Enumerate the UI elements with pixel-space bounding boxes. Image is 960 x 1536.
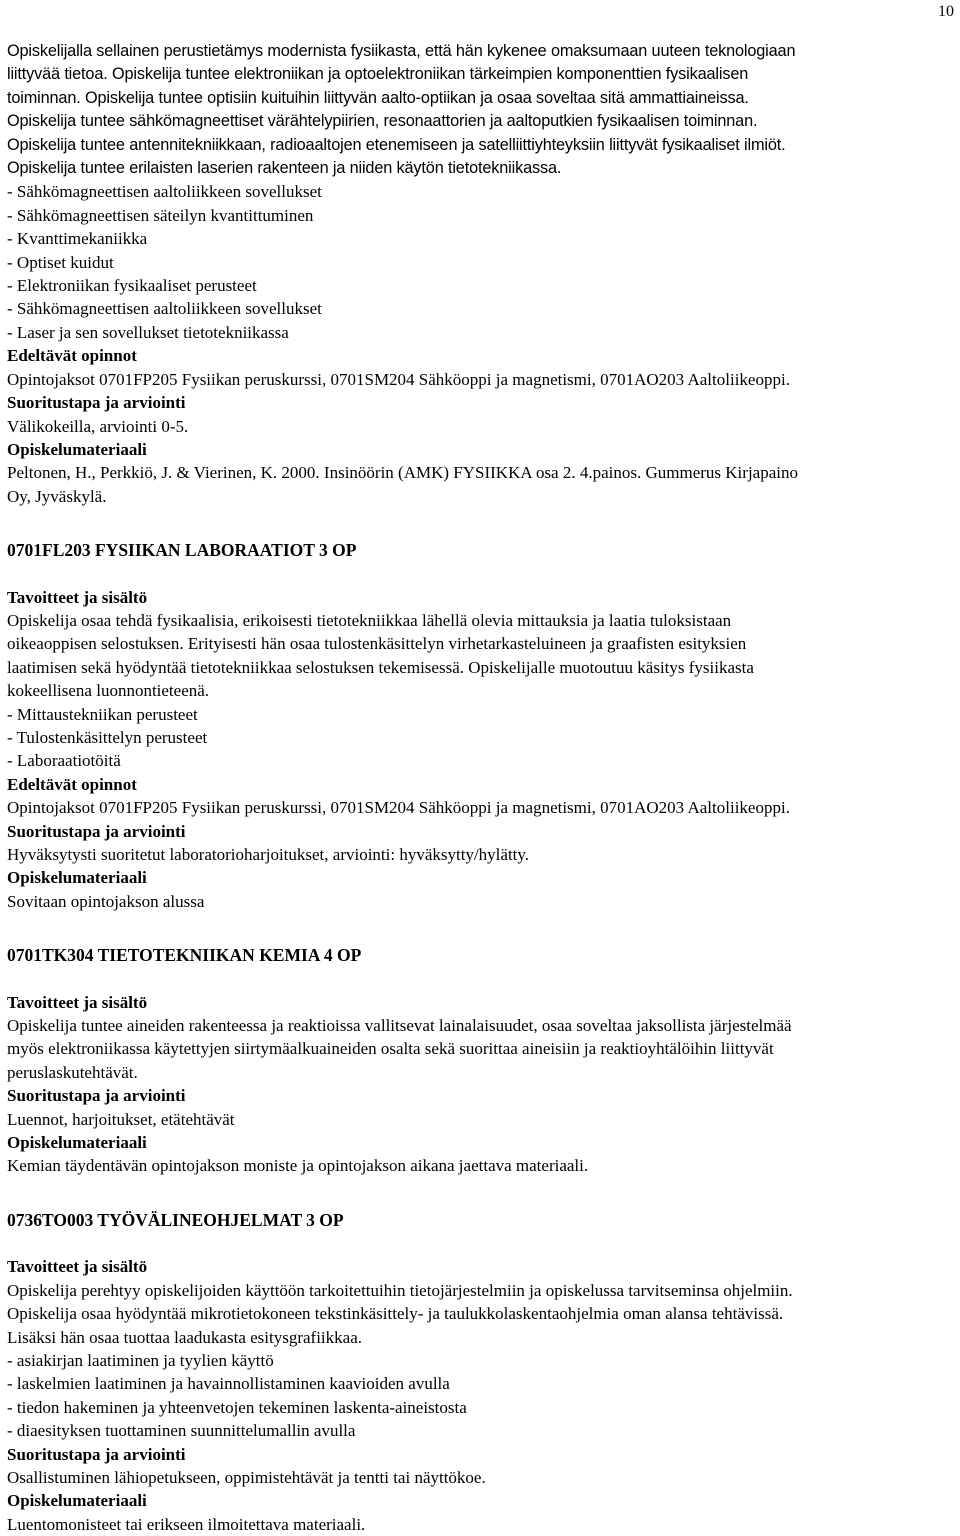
topic-item: - Mittaustekniikan perusteet xyxy=(7,704,198,724)
goals-line: myös elektroniikassa käytettyjen siirtymäalkuaineiden osalta sekä suorittaa aineisiin ja reaktioyhtälöihin liittyvät xyxy=(7,1039,774,1059)
materials-line: Peltonen, H., Perkkiö, J. & Vierinen, K. 2000. Insinöörin (AMK) FYSIIKKA osa 2. 4.painos. Gummerus Kirjapaino xyxy=(7,463,798,483)
materials-text: Luentomonisteet tai erikseen ilmoitettava materiaali. xyxy=(7,1514,366,1534)
topic-item: - Optiset kuidut xyxy=(7,252,114,272)
materials-text: Kemian täydentävän opintojakson moniste ja opintojakson aikana jaettava materiaali. xyxy=(7,1156,589,1176)
goals-line: Opiskelija tuntee antennitekniikkaan, radioaaltojen etenemiseen ja satelliittiyhteyksiin liittyvät fysikaaliset ilmiöt. xyxy=(7,135,786,154)
prerequisites-text: Opintojaksot 0701FP205 Fysiikan peruskurssi, 0701SM204 Sähköoppi ja magnetismi, 0701AO203 Aaltoliikeoppi. xyxy=(7,369,790,389)
materials-heading: Opiskelumateriaali xyxy=(7,1491,147,1511)
topic-item: - Laboraatiotöitä xyxy=(7,751,121,771)
goals-line: Opiskelijalla sellainen perustietämys modernista fysiikasta, että hän kykenee omaksumaan uuteen teknologiaan xyxy=(7,42,796,60)
assessment-text: Luennot, harjoitukset, etätehtävät xyxy=(7,1109,235,1129)
goals-line: Opiskelija osaa tehdä fysikaalisia, erikoisesti tietotekniikkaa lähellä olevia mittauksia ja laatia tuloksistaan xyxy=(7,610,732,630)
materials-text: Sovitaan opintojakson alussa xyxy=(7,891,205,911)
prerequisites-heading: Edeltävät opinnot xyxy=(7,346,137,366)
topic-item: - Sähkömagneettisen aaltoliikkeen sovellukset xyxy=(7,299,322,319)
topic-item: - laskelmien laatiminen ja havainnollistaminen kaavioiden avulla xyxy=(7,1374,450,1394)
topic-item: - Sähkömagneettisen säteilyn kvantittuminen xyxy=(7,205,314,225)
course-title: 0701TK304 TIETOTEKNIIKAN KEMIA 4 OP xyxy=(7,945,362,966)
goals-line: Opiskelija tuntee erilaisten laserien rakenteen ja niiden käytön tietotekniikassa. xyxy=(7,159,562,178)
topic-item: - Tulostenkäsittelyn perusteet xyxy=(7,727,208,747)
prerequisites-text: Opintojaksot 0701FP205 Fysiikan peruskurssi, 0701SM204 Sähköoppi ja magnetismi, 0701AO203 Aaltoliikeoppi. xyxy=(7,798,790,818)
goals-heading: Tavoitteet ja sisältö xyxy=(7,992,148,1012)
assessment-text: Osallistuminen lähiopetukseen, oppimistehtävät ja tentti tai näyttökoe. xyxy=(7,1467,486,1487)
goals-line: kokeellisena luonnontieteenä. xyxy=(7,681,210,701)
document-body xyxy=(7,40,957,1536)
materials-line: Oy, Jyväskylä. xyxy=(7,486,107,506)
previous-course-goals xyxy=(7,40,957,180)
assessment-text: Välikokeilla, arviointi 0-5. xyxy=(7,416,189,436)
goals-line: Opiskelija osaa hyödyntää mikrotietokoneen tekstinkäsittely- ja taulukkolaskentaohjelmia oman alansa tehtävissä. xyxy=(7,1304,784,1324)
goals-heading: Tavoitteet ja sisältö xyxy=(7,587,148,607)
goals-line: Opiskelija tuntee sähkömagneettiset värähtelypiirien, resonaattorien ja aaltoputkien fysikaalisen toiminnan. xyxy=(7,112,758,131)
topic-item: - Laser ja sen sovellukset tietotekniikassa xyxy=(7,322,289,342)
assessment-heading: Suoritustapa ja arviointi xyxy=(7,821,186,841)
goals-line: Opiskelija tuntee aineiden rakenteessa ja reaktioissa vallitsevat lainalaisuudet, osaa soveltaa jaksollista järjestelmää xyxy=(7,1016,792,1036)
course-title: 0701FL203 FYSIIKAN LABORAATIOT 3 OP xyxy=(7,540,357,561)
prerequisites-heading: Edeltävät opinnot xyxy=(7,774,137,794)
goals-line: laatimisen sekä hyödyntää tietotekniikkaa selostuksen tekemisessä. Opiskelijalle muotoutuu käsitys fysiikasta xyxy=(7,657,754,677)
topic-item: - tiedon hakeminen ja yhteenvetojen tekeminen laskenta-aineistosta xyxy=(7,1397,467,1417)
goals-line: Lisäksi hän osaa tuottaa laadukasta esitysgrafiikkaa. xyxy=(7,1327,362,1347)
assessment-heading: Suoritustapa ja arviointi xyxy=(7,1086,186,1106)
previous-course-topics xyxy=(7,180,957,344)
goals-line: liittyvää tietoa. Opiskelija tuntee elektroniikan ja optoelektroniikan tärkeimpien komponenttien fysikaalisen xyxy=(7,65,749,84)
assessment-heading: Suoritustapa ja arviointi xyxy=(7,393,186,413)
goals-line: Opiskelija perehtyy opiskelijoiden käyttöön tarkoitettuihin tietojärjestelmiin ja opiskelussa tarvitseminsa ohjelmiin. xyxy=(7,1280,793,1300)
goals-line: toiminnan. Opiskelija tuntee optisiin kuituihin liittyvän aalto-optiikan ja osaa soveltaa sitä ammattiaineissa. xyxy=(7,88,749,107)
topic-item: - Elektroniikan fysikaaliset perusteet xyxy=(7,276,257,296)
assessment-heading: Suoritustapa ja arviointi xyxy=(7,1444,186,1464)
materials-heading: Opiskelumateriaali xyxy=(7,868,147,888)
goals-line: oikeaoppisen selostuksen. Erityisesti hän osaa tulostenkäsittelyn virhetarkasteluineen ja graafisten esityksien xyxy=(7,634,747,654)
goals-heading: Tavoitteet ja sisältö xyxy=(7,1257,148,1277)
topic-item: - diaesityksen tuottaminen suunnittelumallin avulla xyxy=(7,1421,356,1441)
goals-line: peruslaskutehtävät. xyxy=(7,1062,138,1082)
topic-item: - Sähkömagneettisen aaltoliikkeen sovellukset xyxy=(7,182,322,202)
materials-heading: Opiskelumateriaali xyxy=(7,439,147,459)
course-title: 0736TO003 TYÖVÄLINEOHJELMAT 3 OP xyxy=(7,1209,344,1230)
materials-heading: Opiskelumateriaali xyxy=(7,1133,147,1153)
topic-item: - Kvanttimekaniikka xyxy=(7,229,148,249)
topic-item: - asiakirjan laatiminen ja tyylien käyttö xyxy=(7,1350,274,1370)
page-number: 10 xyxy=(938,3,954,20)
assessment-text: Hyväksytysti suoritetut laboratorioharjoitukset, arviointi: hyväksytty/hylätty. xyxy=(7,845,530,864)
